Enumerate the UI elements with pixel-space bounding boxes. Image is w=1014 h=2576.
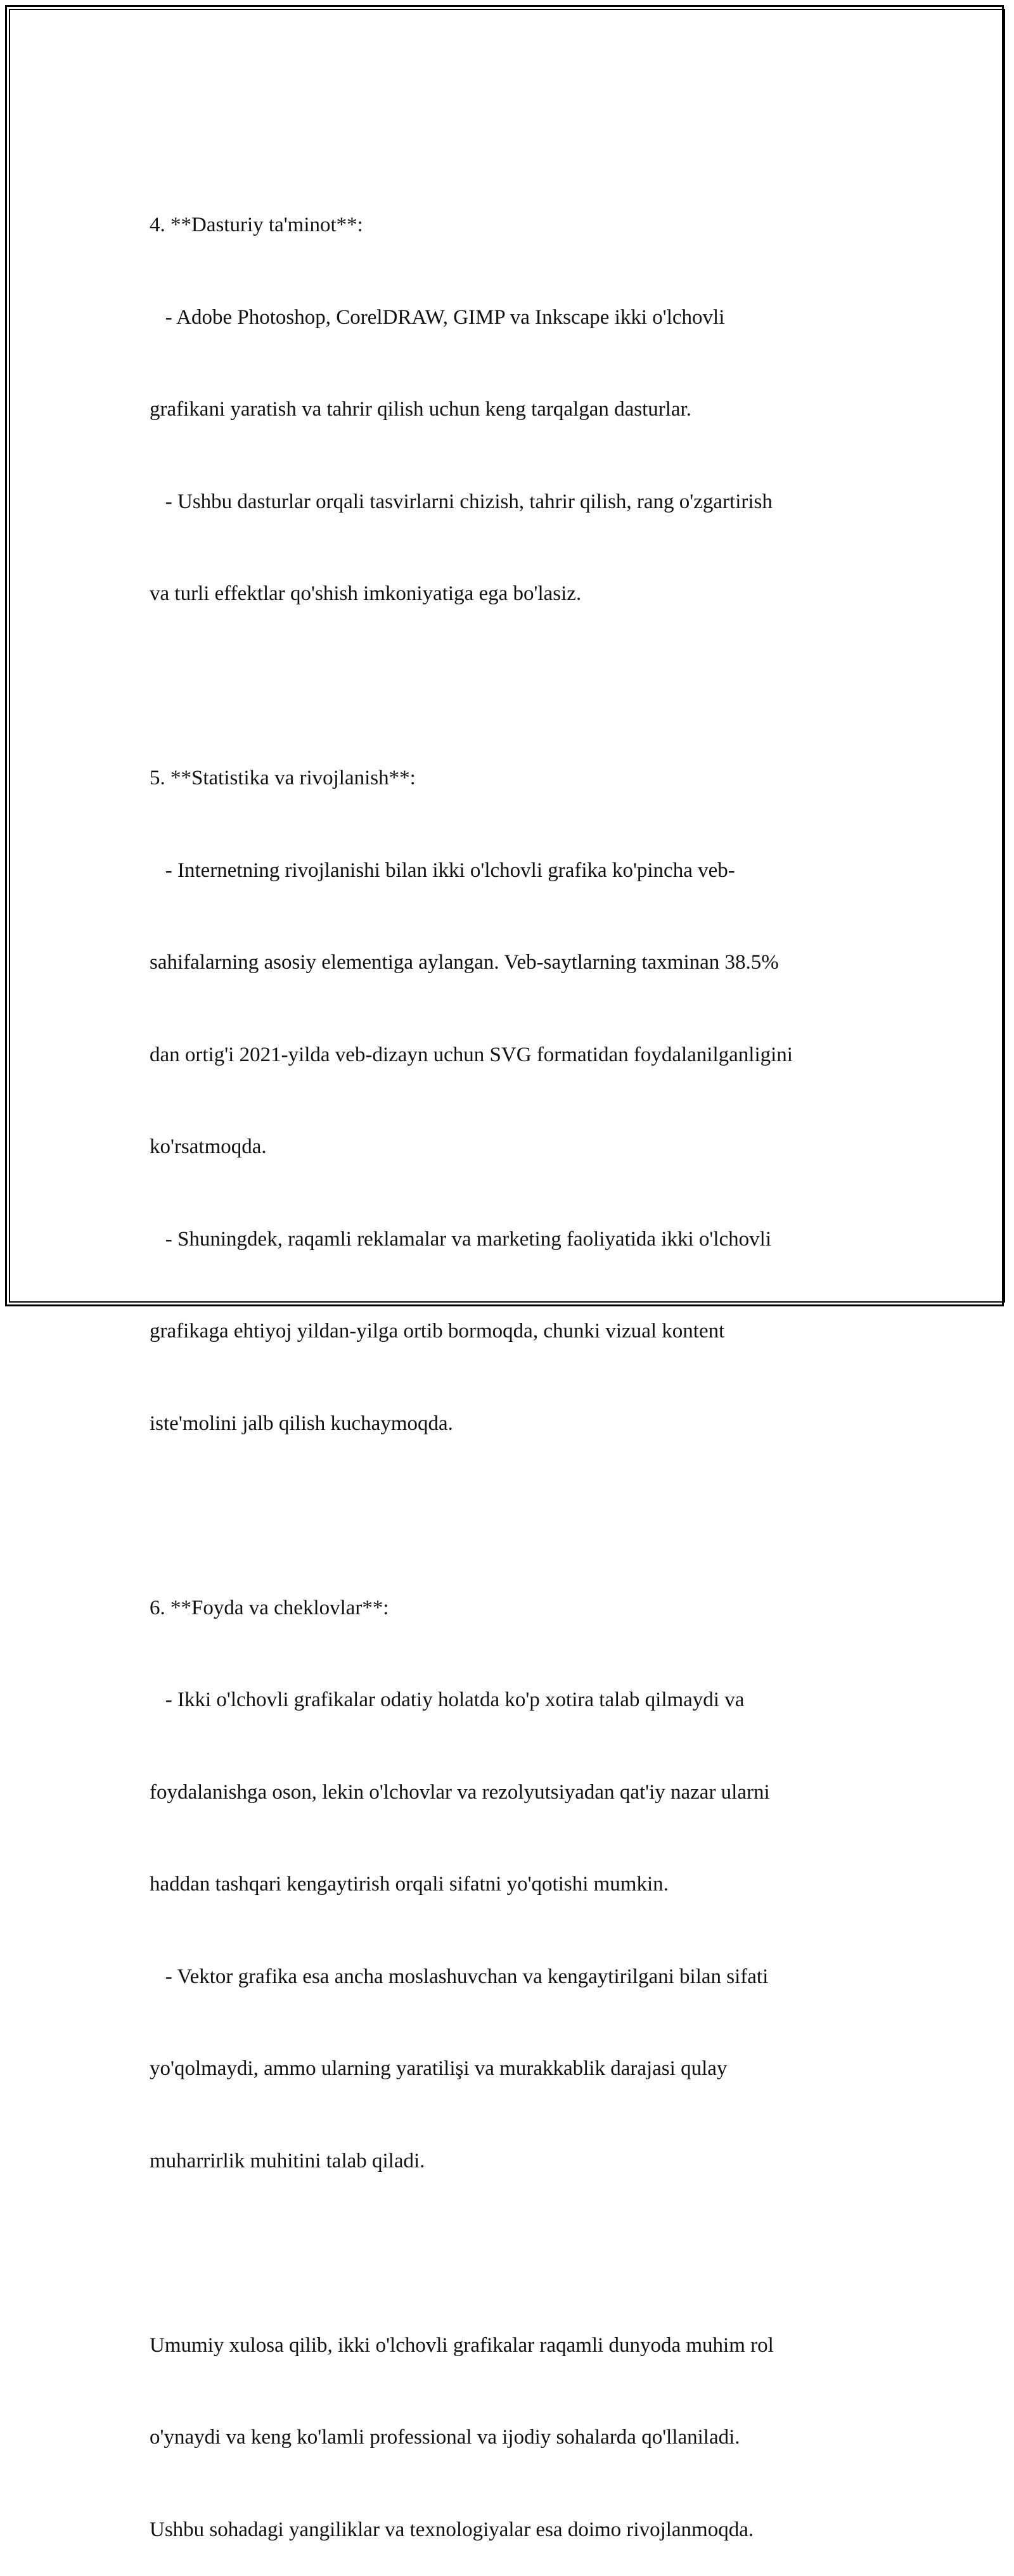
text-line: foydalanishga oson, lekin o'lchovlar va rezolyutsiyadan qat'iy nazar ularni: [150, 1780, 770, 1804]
text-line: ko'rsatmoqda.: [150, 1135, 267, 1158]
text-line: dan ortig'i 2021-yilda veb-dizayn uchun SVG formatidan foydalanilganligini: [150, 1043, 793, 1066]
document-body: [150, 148, 885, 2576]
paragraph-gap: [150, 1500, 885, 1531]
text-line: - Internetning rivojlanishi bilan ikki o'lchovli grafika ko'pincha veb-: [150, 858, 735, 882]
section-4-heading: 4. **Dasturiy ta'minot**:: [150, 214, 363, 236]
text-line: va turli effektlar qo'shish imkoniyatiga ega bo'lasiz.: [150, 582, 582, 605]
text-line: haddan tashqari kengaytirish orqali sifatni yo'qotishi mumkin.: [150, 1873, 669, 1896]
section-6-heading: 6. **Foyda va cheklovlar**:: [150, 1596, 389, 1619]
paragraph-gap: [150, 671, 885, 702]
text-line: - Adobe Photoshop, CorelDRAW, GIMP va Inkscape ikki o'lchovli: [150, 305, 725, 329]
text-line: - Shuningdek, raqamli reklamalar va marketing faoliyatida ikki o'lchovli: [150, 1227, 771, 1251]
conclusion-line: Umumiy xulosa qilib, ikki o'lchovli grafikalar raqamli dunyoda muhim rol: [150, 2333, 774, 2357]
text-line: - Ushbu dasturlar orqali tasvirlarni chizish, tahrir qilish, rang o'zgartirish: [150, 490, 773, 513]
conclusion-line: o'ynaydi va keng ko'lamli professional va ijodiy sohalarda qo'llaniladi.: [150, 2426, 740, 2449]
conclusion-line: Ushbu sohadagi yangiliklar va texnologiyalar esa doimo rivojlanmoqda.: [150, 2518, 754, 2541]
paragraph-gap: [150, 2238, 885, 2269]
text-line: - Ikki o'lchovli grafikalar odatiy holatda ko'p xotira talab qilmaydi va: [150, 1688, 745, 1711]
text-line: grafikaga ehtiyoj yildan-yilga ortib bormoqda, chunki vizual kontent: [150, 1320, 725, 1342]
text-line: grafikani yaratish va tahrir qilish uchun keng tarqalgan dasturlar.: [150, 398, 691, 421]
text-line: yo'qolmaydi, ammo ularning yaratilişi va murakkablik darajasi qulay: [150, 2057, 728, 2080]
text-line: sahifalarning asosiy elementiga aylangan. Veb-saytlarning taxminan 38.5%: [150, 951, 779, 974]
section-5-heading: 5. **Statistika va rivojlanish**:: [150, 767, 416, 789]
text-line: muharrirlik muhitini talab qiladi.: [150, 2149, 425, 2172]
text-line: iste'molini jalb qilish kuchaymoqda.: [150, 1412, 453, 1435]
text-line: - Vektor grafika esa ancha moslashuvchan va kengaytirilgani bilan sifati: [150, 1965, 769, 1988]
